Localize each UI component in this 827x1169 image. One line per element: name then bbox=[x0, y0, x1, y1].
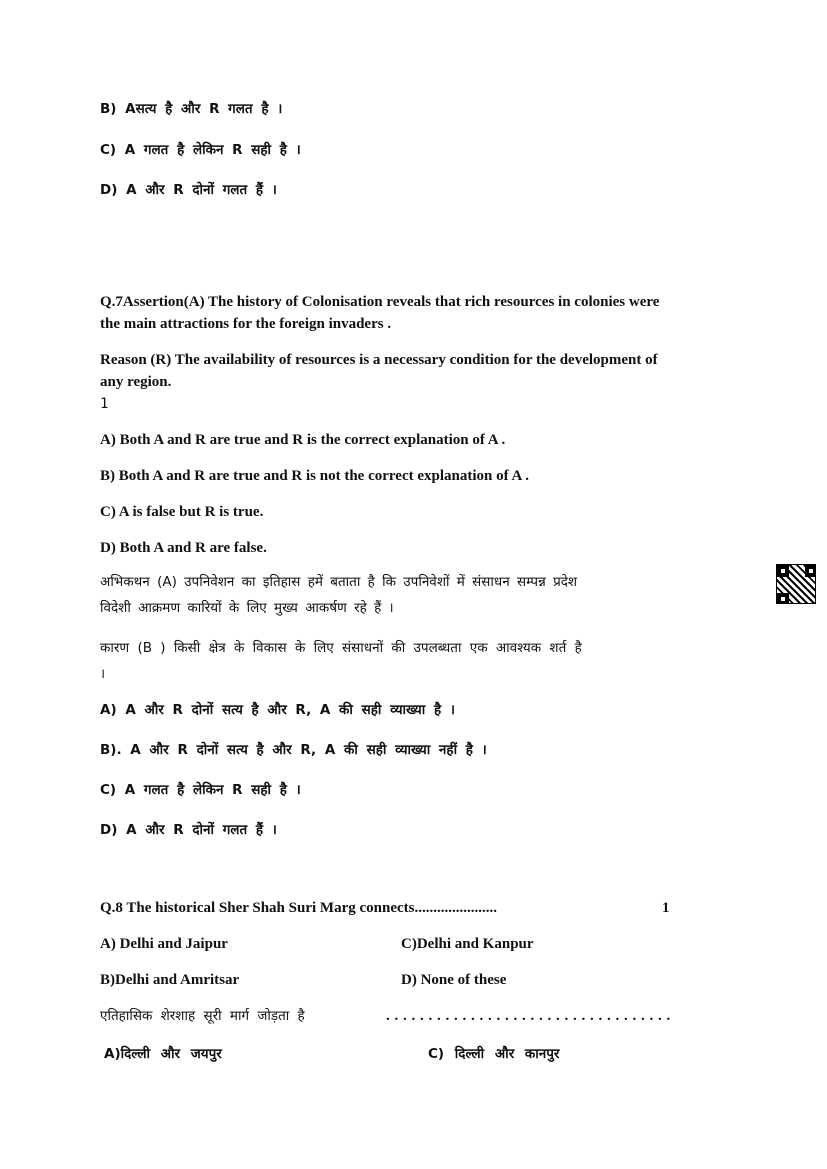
q7-assertion-line2: the main attractions for the foreign invaders . bbox=[100, 316, 392, 332]
q6-option-b: B) Aसत्य है और R गलत है । bbox=[100, 101, 283, 117]
q8-hindi-option-a: A)दिल्ली और जयपुर bbox=[104, 1046, 222, 1062]
q6-option-d: D) A और R दोनों गलत हैं । bbox=[100, 182, 277, 198]
qr-code-icon bbox=[776, 564, 816, 604]
q7-hindi-option-c: C) A गलत है लेकिन R सही है । bbox=[100, 782, 301, 798]
q7-hindi-assertion-line2: विदेशी आक्रमण कारियों के लिए मुख्य आकर्षण रहे हैं । bbox=[100, 600, 394, 616]
q7-option-b: B) Both A and R are true and R is not the correct explanation of A . bbox=[100, 468, 530, 484]
q8-option-b: B)Delhi and Amritsar bbox=[100, 972, 240, 988]
q7-assertion-line1: Q.7Assertion(A) The history of Colonisation reveals that rich resources in colonies were bbox=[100, 294, 660, 310]
q7-hindi-reason-line1: कारण (B ) किसी क्षेत्र के विकास के लिए संसाधनों की उपलब्धता एक आवश्यक शर्त है bbox=[100, 640, 582, 656]
q8-hindi-blank: . . . . . . . . . . . . . . . . . . . . . . . . . . . . . . . . . . bbox=[386, 1008, 671, 1024]
q7-hindi-option-d: D) A और R दोनों गलत हैं । bbox=[100, 822, 277, 838]
q7-option-c: C) A is false but R is true. bbox=[100, 504, 264, 520]
q8-question: Q.8 The historical Sher Shah Suri Marg connects...................... bbox=[100, 900, 497, 916]
q8-marks: 1 bbox=[662, 900, 670, 916]
q6-option-c: C) A गलत है लेकिन R सही है । bbox=[100, 142, 301, 158]
q7-hindi-option-a: A) A और R दोनों सत्य है और R, A की सही व्याख्या है । bbox=[100, 702, 455, 718]
q8-option-c: C)Delhi and Kanpur bbox=[401, 936, 534, 952]
q7-hindi-reason-line2: । bbox=[100, 666, 106, 682]
q8-hindi-question: एतिहासिक शेरशाह सूरी मार्ग जोड़ता है bbox=[100, 1008, 305, 1024]
q8-option-d: D) None of these bbox=[401, 972, 507, 988]
q7-marks: 1 bbox=[100, 396, 109, 412]
q8-option-a: A) Delhi and Jaipur bbox=[100, 936, 228, 952]
q7-reason-line1: Reason (R) The availability of resources is a necessary condition for the development of bbox=[100, 352, 658, 368]
q8-hindi-option-c: C) दिल्ली और कानपुर bbox=[428, 1046, 560, 1062]
q7-hindi-assertion-line1: अभिकथन (A) उपनिवेशन का इतिहास हमें बताता है कि उपनिवेशों में संसाधन सम्पन्न प्रदेश bbox=[100, 574, 578, 590]
q7-option-a: A) Both A and R are true and R is the correct explanation of A . bbox=[100, 432, 506, 448]
q7-hindi-option-b: B). A और R दोनों सत्य है और R, A की सही व्याख्या नहीं है । bbox=[100, 742, 487, 758]
q7-reason-line2: any region. bbox=[100, 374, 172, 390]
q7-option-d: D) Both A and R are false. bbox=[100, 540, 267, 556]
